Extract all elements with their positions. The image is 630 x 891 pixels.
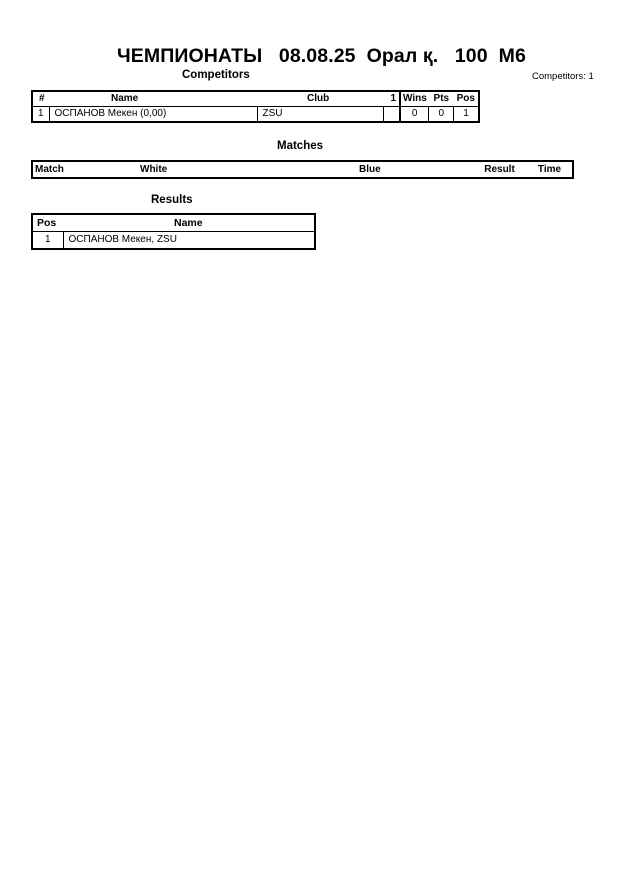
competitor-name: ОСПАНОВ Мекен (0,00) bbox=[49, 107, 257, 123]
competitor-wins: 0 bbox=[400, 107, 429, 123]
results-section-title: Results bbox=[151, 194, 193, 206]
col-match: Match bbox=[35, 164, 64, 175]
col-wins: Wins bbox=[400, 91, 429, 107]
competitors-count: Competitors: 1 bbox=[532, 71, 594, 82]
table-row bbox=[32, 232, 315, 250]
col-white: White bbox=[140, 164, 168, 175]
table-row bbox=[32, 107, 479, 123]
competitor-club: ZSU bbox=[257, 107, 383, 123]
col-name: Name bbox=[49, 91, 257, 107]
competitor-pts: 0 bbox=[429, 107, 454, 123]
result-pos: 1 bbox=[32, 232, 63, 250]
matches-section-title: Matches bbox=[277, 140, 324, 152]
col-pos: Pos bbox=[32, 214, 63, 232]
results-header-row bbox=[32, 214, 315, 232]
results-table bbox=[31, 213, 316, 250]
matches-header-row bbox=[32, 161, 573, 178]
col-pos: Pos bbox=[454, 91, 479, 107]
col-name: Name bbox=[63, 214, 315, 232]
col-result: Result bbox=[484, 164, 515, 175]
col-num: # bbox=[32, 91, 49, 107]
matches-table bbox=[31, 160, 574, 179]
result-name: ОСПАНОВ Мекен, ZSU bbox=[68, 234, 177, 245]
competitors-header-row bbox=[32, 91, 479, 107]
col-pts: Pts bbox=[429, 91, 454, 107]
col-round-1: 1 bbox=[383, 91, 400, 107]
competitor-num: 1 bbox=[32, 107, 49, 123]
competitors-table bbox=[31, 90, 480, 123]
col-club: Club bbox=[257, 91, 383, 107]
page-title: ЧЕМПИОНАТЫ 08.08.25 Орал қ. 100 М6 bbox=[117, 45, 526, 67]
competitor-round-1 bbox=[383, 107, 400, 123]
competitor-pos: 1 bbox=[463, 108, 469, 119]
col-time: Time bbox=[537, 164, 562, 175]
competitors-section-title: Competitors bbox=[182, 69, 250, 81]
col-blue: Blue bbox=[359, 164, 381, 175]
